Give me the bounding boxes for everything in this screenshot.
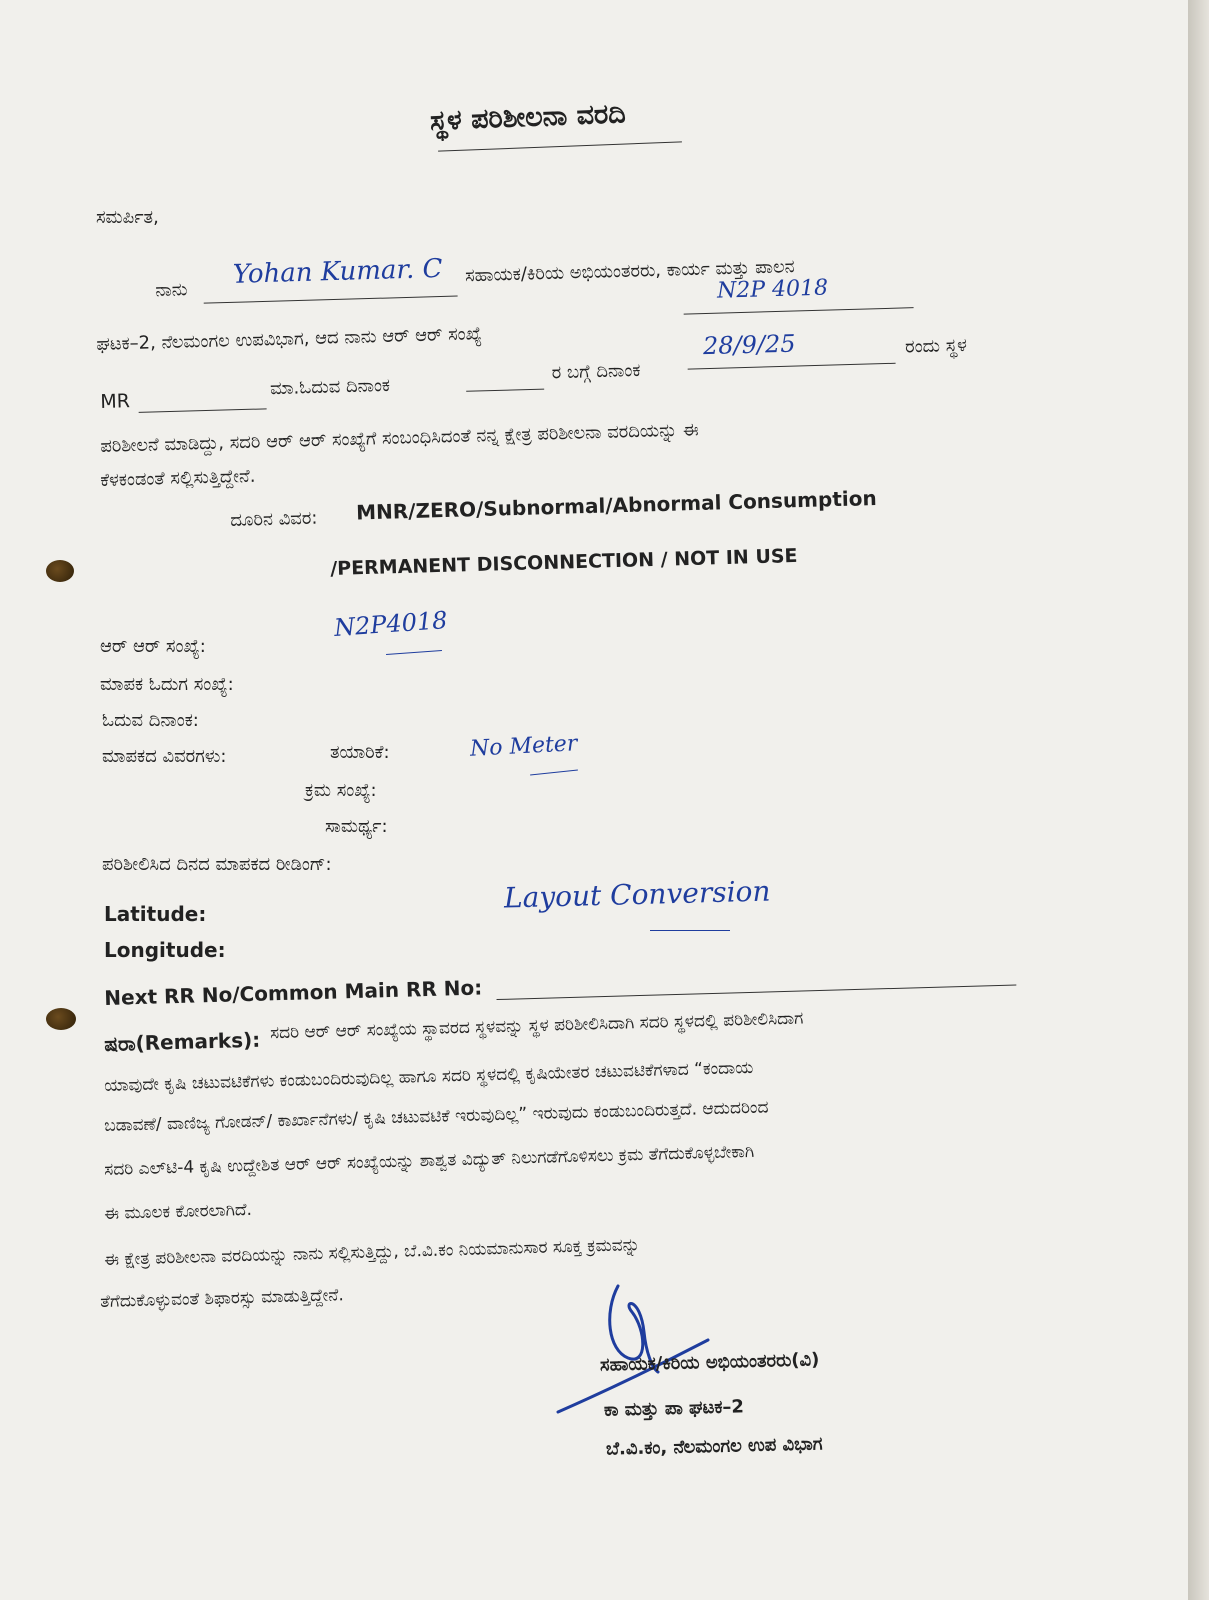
rr-label: ಆರ್ ಆರ್ ಸಂಖ್ಯೆ: — [100, 636, 206, 657]
complaint-text-1: MNR/ZERO/Subnormal/Abnormal Consumption — [355, 485, 877, 525]
make-value-handwritten: No Meter — [469, 731, 579, 762]
signature-designation: ಸಹಾಯಕ/ಕಿರಿಯ ಅಭಿಯಂತರರು(ವಿ) — [599, 1349, 820, 1376]
signature-office: ಬೆ.ವಿ.ಕಂ, ನೆಲಮಂಗಲ ಉಪ ವಿಭಾಗ — [605, 1433, 823, 1460]
longitude-label: Longitude: — [104, 938, 226, 962]
remarks-line-1-text: ಸದರಿ ಆರ್ ಆರ್ ಸಂಖ್ಯೆಯ ಸ್ಥಾವರದ ಸ್ಥಳವನ್ನು ಸ್ಥಳ ಪರಿಶೀಲಿಸಿದಾಗಿ ಸದರಿ ಸ್ಥಳದಲ್ಲಿ ಪರಿಶೀಲಿಸಿದಾಗ — [269, 1008, 804, 1044]
read-date-label: ಮಾ.ಓದುವ ದಿನಾಂಕ — [269, 374, 391, 400]
intro-prefix: ನಾನು — [155, 279, 188, 301]
inspection-date-blank — [688, 363, 896, 370]
title-underline — [438, 141, 682, 151]
intro-line-3-suffix: ರಂದು ಸ್ಥಳ — [904, 334, 968, 358]
reader-label: ಮಾಪಕ ಓದುಗ ಸಂಖ್ಯೆ: — [100, 674, 234, 695]
remarks-label: ಷರಾ(Remarks): — [104, 1027, 261, 1056]
page-title: ಸ್ಥಳ ಪರಿಶೀಲನಾ ವರದಿ — [429, 98, 627, 137]
remarks-line-2-text: ಯಾವುದೇ ಕೃಷಿ ಚಟುವಟಿಕೆಗಳು ಕಂಡುಬಂದಿರುವುದಿಲ್ಲ ಹಾಗೂ ಸದರಿ ಸ್ಥಳದಲ್ಲಿ ಕೃಷಿಯೇತರ ಚಟುವಟಿಕೆಗಳಾದ “ಕಂದಾಯ — [104, 1057, 754, 1096]
salutation: ಸಮರ್ಪಿತ, — [96, 207, 159, 228]
reading-label: ಪರಿಶೀಲಿಸಿದ ದಿನದ ಮಾಪಕದ ರೀಡಿಂಗ್: — [102, 854, 332, 875]
next-rr-blank — [497, 985, 1017, 1001]
rr-number-handwritten: N2P 4018 — [716, 275, 829, 304]
intro-line-2-text: ಘಟಕ–2, ನೆಲಮಂಗಲ ಉಪವಿಭಾಗ, ಆದ ನಾನು ಆರ್ ಆರ್ ಸಂಖ್ಯೆ — [96, 323, 483, 355]
remarks-line-3-text: ಬಡಾವಣೆ/ ವಾಣಿಜ್ಯ ಗೋಡನ್/ ಕಾರ್ಖಾನೆಗಳು/ ಕೃಷಿ ಚಟುವಟಿಕೆ ಇರುವುದಿಲ್ಲ” ಇರುವುದು ಕಂಡುಬಂದಿರುತ್ತದೆ. ಆದುದರಿಂದ — [104, 1097, 769, 1136]
intro-suffix: ಸಹಾಯಕ/ಕಿರಿಯ ಅಭಿಯಂತರರು, ಕಾರ್ಯ ಮತ್ತು ಪಾಲನ — [464, 256, 795, 287]
read-date-blank — [466, 389, 544, 392]
intro-line-4-text: ಪರಿಶೀಲನೆ ಮಾಡಿದ್ದು, ಸದರಿ ಆರ್ ಆರ್ ಸಂಖ್ಯೆಗೆ ಸಂಬಂಧಿಸಿದಂತೆ ನನ್ನ ಕ್ಷೇತ್ರ ಪರಿಶೀಲನಾ ವರದಿಯನ್ನು ಈ — [100, 419, 699, 457]
meter-details-label: ಮಾಪಕದ ವಿವರಗಳು: — [102, 746, 227, 767]
rr-blank — [684, 307, 914, 314]
mr-label: MR — [100, 390, 131, 413]
officer-name: Yohan Kumar. C — [232, 253, 443, 290]
reading-note-underline — [650, 930, 730, 931]
rr-value-handwritten: N2P4018 — [333, 606, 449, 642]
signature-unit: ಕಾ ಮತ್ತು ಪಾ ಘಟಕ–2 — [603, 1396, 745, 1421]
intro-line-5-text: ಕೆಳಕಂಡಂತೆ ಸಲ್ಲಿಸುತ್ತಿದ್ದೇನೆ. — [100, 465, 256, 491]
about-date-label: ರ ಬಗ್ಗೆ ದಿನಾಂಕ — [551, 359, 641, 384]
closing-line-1-text: ಈ ಕ್ಷೇತ್ರ ಪರಿಶೀಲನಾ ವರದಿಯನ್ನು ನಾನು ಸಲ್ಲಿಸುತ್ತಿದ್ದು, ಬೆ.ವಿ.ಕಂ ನಿಯಮಾನುಸಾರ ಸೂಕ್ತ ಕ್ರಮವನ್ನು — [104, 1235, 641, 1270]
reading-note-handwritten: Layout Conversion — [503, 874, 771, 915]
latitude-label: Latitude: — [104, 902, 207, 926]
inspection-date-handwritten: 28/9/25 — [702, 329, 796, 361]
make-label: ತಯಾರಿಕೆ: — [330, 742, 390, 763]
rr-value-underline — [386, 650, 442, 655]
paper-edge — [1188, 0, 1209, 1600]
capacity-label: ಸಾಮರ್ಥ್ಯ: — [325, 816, 388, 837]
read-date-field-label: ಓದುವ ದಿನಾಂಕ: — [102, 710, 199, 731]
punch-hole-bottom — [46, 1008, 76, 1030]
make-value-underline — [530, 769, 578, 775]
remarks-line-5-text: ಈ ಮೂಲಕ ಕೋರಲಾಗಿದೆ. — [104, 1199, 253, 1224]
closing-line-2-text: ತೆಗೆದುಕೊಳ್ಳುವಂತೆ ಶಿಫಾರಸ್ಸು ಮಾಡುತ್ತಿದ್ದೇನೆ. — [100, 1285, 345, 1312]
mr-blank — [139, 408, 267, 413]
serial-label: ಕ್ರಮ ಸಂಖ್ಯೆ: — [305, 780, 377, 801]
next-rr-label: Next RR No/Common Main RR No: — [104, 975, 483, 1010]
name-blank — [204, 296, 458, 304]
punch-hole-top — [46, 560, 74, 582]
remarks-line-4-text: ಸದರಿ ಎಲ್‌ಟಿ-4 ಕೃಷಿ ಉದ್ದೇಶಿತ ಆರ್ ಆರ್ ಸಂಖ್ಯೆಯನ್ನು ಶಾಶ್ವತ ವಿದ್ಯುತ್ ನಿಲುಗಡೆಗೊಳಿಸಲು ಕ್ರಮ ತೆಗೆದುಕೊಳ್ಳಬೇಕಾಗಿ — [104, 1141, 755, 1180]
complaint-text-2: /PERMANENT DISCONNECTION / NOT IN USE — [330, 544, 798, 580]
complaint-label: ದೂರಿನ ವಿವರ: — [230, 507, 318, 531]
